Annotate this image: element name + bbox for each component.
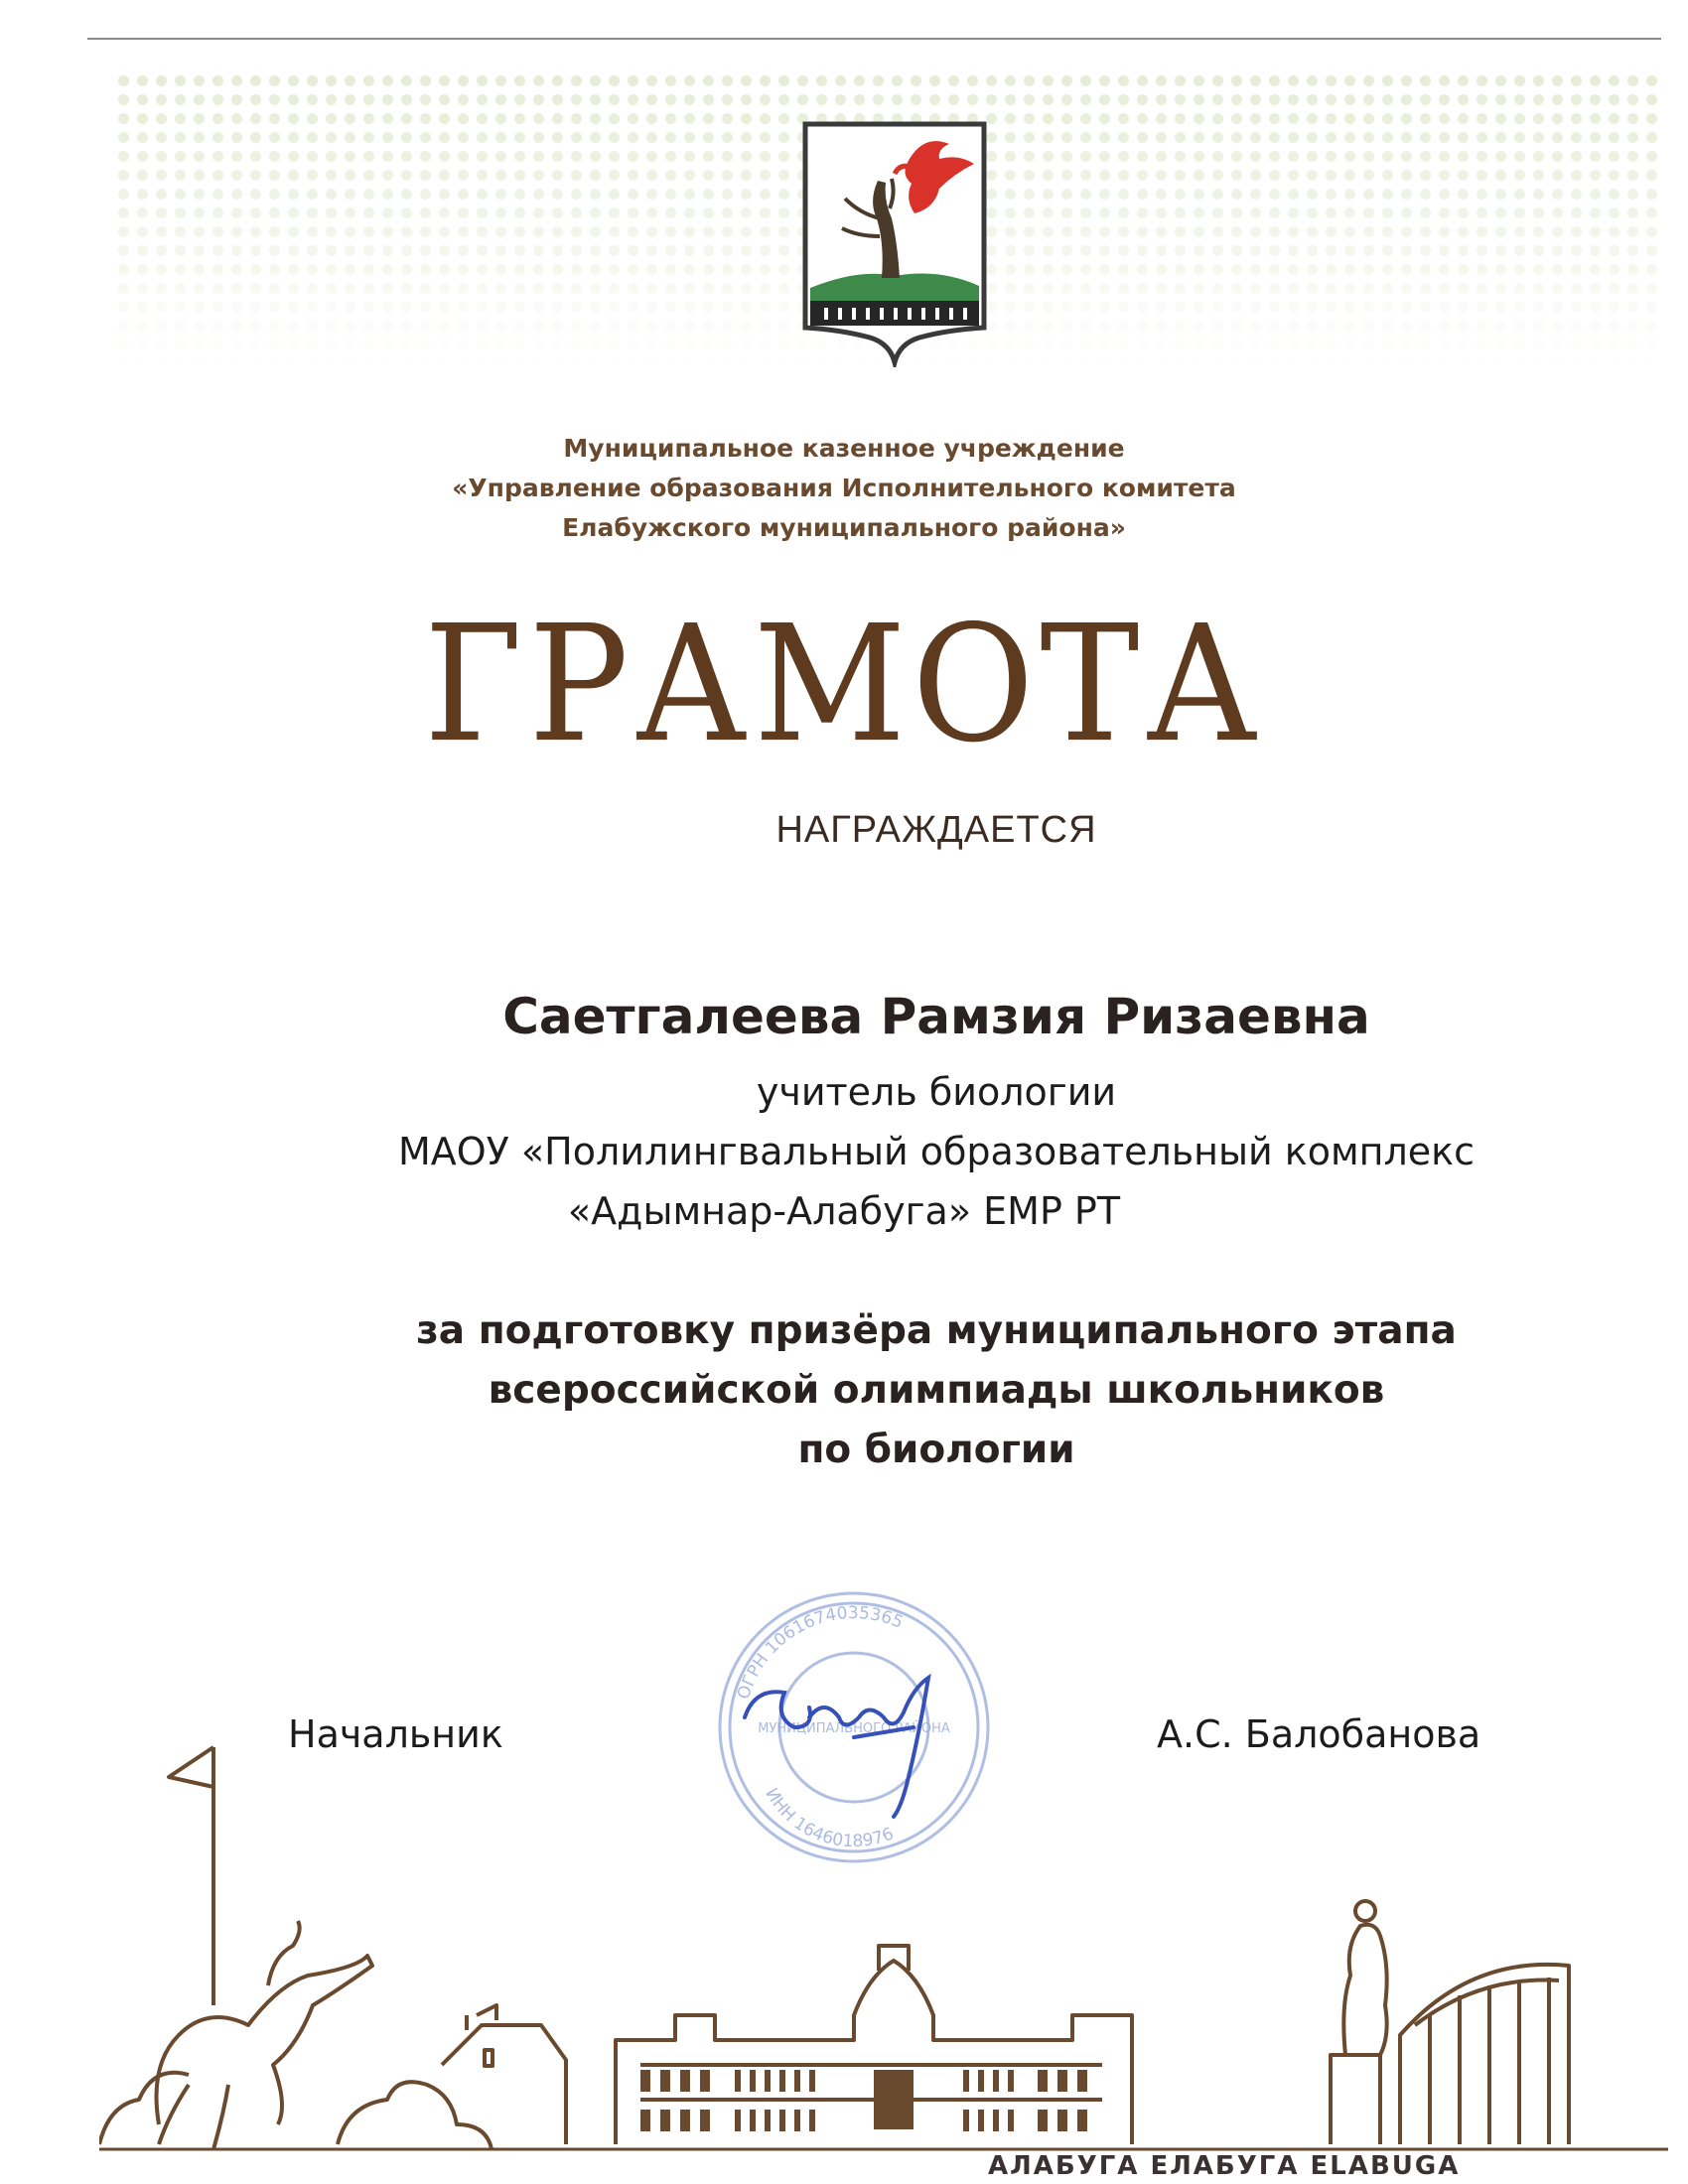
school-line-1: МАОУ «Полилингвальный образовательный комплекс (397, 1130, 1476, 1173)
footer-city-text: АЛАБУГА ЕЛАБУГА ELABUGA (988, 2151, 1461, 2181)
organization-line-2: «Управление образования Исполнительного комитета (452, 474, 1236, 502)
stamp-text-top: ОГРН 1061674035365 (733, 1603, 907, 1703)
reason-line-2: всероссийской олимпиады школьников (488, 1368, 1385, 1413)
stamp-text-bottom: ИНН 1646018976 (761, 1784, 897, 1852)
svg-text:ОГРН 1061674035365 (734, 1603, 906, 1702)
recipient-position: учитель биологии (756, 1070, 1117, 1114)
certificate-title: ГРАМОТА (423, 592, 1265, 778)
signatory-position: Начальник (288, 1712, 503, 1756)
reason-line-1: за подготовку призёра муниципального этапа (416, 1308, 1457, 1353)
organization-line-1: Муниципальное казенное учреждение (563, 434, 1125, 463)
recipient-name: Саетгалеева Рамзия Ризаевна (502, 988, 1370, 1045)
coat-of-arms-emblem (800, 119, 989, 367)
signatory-name: А.С. Балобанова (1157, 1712, 1481, 1756)
official-stamp (705, 1578, 1003, 1876)
school-line-2: «Адымнар-Алабуга» ЕМР РТ (567, 1189, 1121, 1233)
awarded-label: НАГРАЖДАЕТСЯ (775, 809, 1097, 851)
organization-line-3: Елабужского муниципального района» (562, 513, 1126, 542)
reason-line-3: по биологии (797, 1428, 1075, 1472)
stamp-center-text: МУНИЦИПАЛЬНОГО РАЙОНА (758, 1721, 950, 1736)
scan-edge-line (87, 38, 1661, 40)
